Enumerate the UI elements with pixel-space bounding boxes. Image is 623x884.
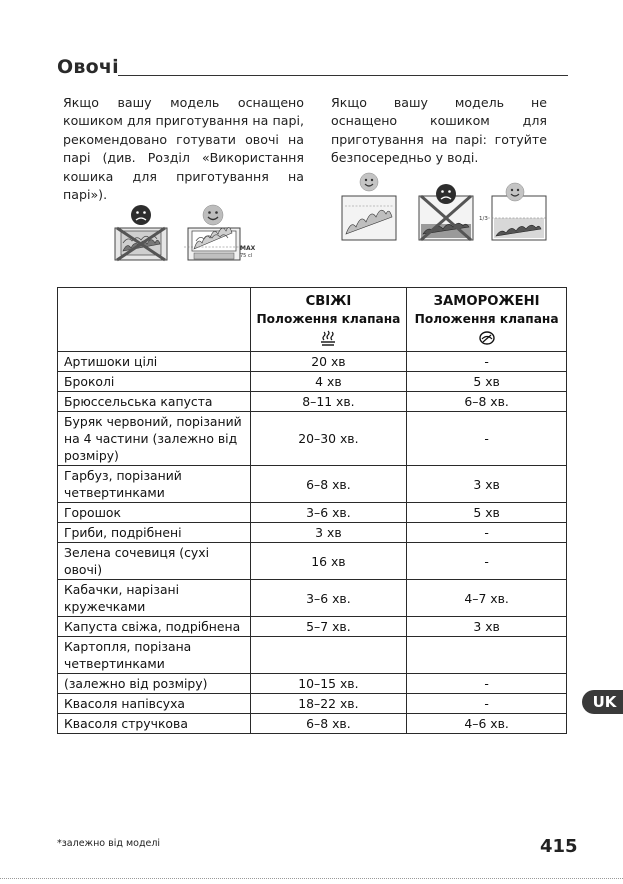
table-row [58, 372, 567, 392]
table-row [58, 503, 567, 523]
frozen-time: - [407, 543, 567, 580]
table-row [58, 674, 567, 694]
fresh-time: 18–22 хв. [250, 694, 407, 714]
vegetable-name: (залежно від розміру) [58, 674, 251, 694]
frozen-time [407, 637, 567, 674]
vegetable-name: Картопля, порізана четвертинками [58, 637, 251, 674]
title-underline [118, 75, 568, 76]
frozen-time: 6–8 хв. [407, 392, 567, 412]
table-row [58, 580, 567, 617]
fresh-time: 6–8 хв. [250, 714, 407, 734]
language-tab: UK [582, 690, 623, 714]
vegetable-name: Буряк червоний, порізаний на 4 частини (залежно від розміру) [58, 412, 251, 466]
table-row [58, 523, 567, 543]
pot-ok-water-icon [488, 183, 546, 240]
one-third-label: 1/3 [479, 216, 488, 222]
fresh-time: 20 хв [250, 352, 407, 372]
frozen-time: - [407, 352, 567, 372]
frozen-time: 4–7 хв. [407, 580, 567, 617]
frozen-subtitle: Положення клапана [414, 311, 559, 326]
frozen-time: 5 хв [407, 372, 567, 392]
frozen-time: - [407, 412, 567, 466]
intro-left-paragraph: Якщо вашу модель оснащено кошиком для приготування на парі, рекомендовано готувати овочі на парі (див. Розділ «Використання кошика для приготування на парі»). [63, 95, 304, 203]
table-row [58, 694, 567, 714]
frozen-title: ЗАМОРОЖЕНІ [433, 293, 540, 309]
frozen-valve-icon [409, 329, 564, 347]
pot-ok-icon [342, 173, 396, 240]
steam-valve-icon [253, 329, 405, 347]
vegetable-name: Гриби, подрібнені [58, 523, 251, 543]
section-title: Овочі [57, 56, 119, 78]
table-row [58, 637, 567, 674]
vegetable-name: Гарбуз, порізаний четвертинками [58, 466, 251, 503]
table-row [58, 617, 567, 637]
header-fresh [250, 288, 407, 352]
table-row [58, 352, 567, 372]
table-header-row [58, 288, 567, 352]
pot-wrong-icon [115, 205, 167, 260]
vegetable-name: Кабачки, нарізані кружечками [58, 580, 251, 617]
fresh-time: 3–6 хв. [250, 580, 407, 617]
fresh-time: 8–11 хв. [250, 392, 407, 412]
frozen-time: 3 хв [407, 466, 567, 503]
fresh-title: СВІЖІ [305, 293, 352, 309]
table-row [58, 543, 567, 580]
footnote: *залежно від моделі [57, 838, 161, 849]
cooking-times-table [57, 287, 567, 734]
max-sublabel: 75 cl [240, 253, 253, 259]
fresh-time [250, 637, 407, 674]
steam-basket-illustration [112, 203, 257, 265]
intro-right-paragraph: Якщо вашу модель не оснащено кошиком для приготування на парі: готуйте безпосередньо у воді. [331, 95, 547, 166]
fresh-time: 6–8 хв. [250, 466, 407, 503]
vegetable-name: Горошок [58, 503, 251, 523]
frozen-time: 3 хв [407, 617, 567, 637]
vegetable-name: Броколі [58, 372, 251, 392]
page-bottom-edge [0, 878, 623, 879]
fresh-time: 5–7 хв. [250, 617, 407, 637]
pot-wrong-icon [419, 184, 473, 240]
table-row [58, 392, 567, 412]
frozen-time: 5 хв [407, 503, 567, 523]
table-row [58, 466, 567, 503]
page-number: 415 [540, 836, 578, 857]
water-cooking-illustration [339, 172, 549, 244]
fresh-subtitle: Положення клапана [256, 311, 401, 326]
max-label: MAX [240, 245, 256, 252]
vegetable-name: Брюссельська капуста [58, 392, 251, 412]
frozen-time: - [407, 674, 567, 694]
fresh-time: 10–15 хв. [250, 674, 407, 694]
fresh-time: 3 хв [250, 523, 407, 543]
frozen-time: 4–6 хв. [407, 714, 567, 734]
frozen-time: - [407, 523, 567, 543]
table-row [58, 714, 567, 734]
pot-correct-icon [184, 205, 240, 260]
fresh-time: 3–6 хв. [250, 503, 407, 523]
vegetable-name: Квасоля напівсуха [58, 694, 251, 714]
vegetable-name: Капуста свіжа, подрібнена [58, 617, 251, 637]
fresh-time: 4 хв [250, 372, 407, 392]
vegetable-name: Квасоля стручкова [58, 714, 251, 734]
fresh-time: 20–30 хв. [250, 412, 407, 466]
header-frozen [407, 288, 567, 352]
vegetable-name: Артишоки цілі [58, 352, 251, 372]
frozen-time: - [407, 694, 567, 714]
fresh-time: 16 хв [250, 543, 407, 580]
header-empty-cell [58, 288, 251, 352]
table-row [58, 412, 567, 466]
vegetable-name: Зелена сочевиця (сухі овочі) [58, 543, 251, 580]
